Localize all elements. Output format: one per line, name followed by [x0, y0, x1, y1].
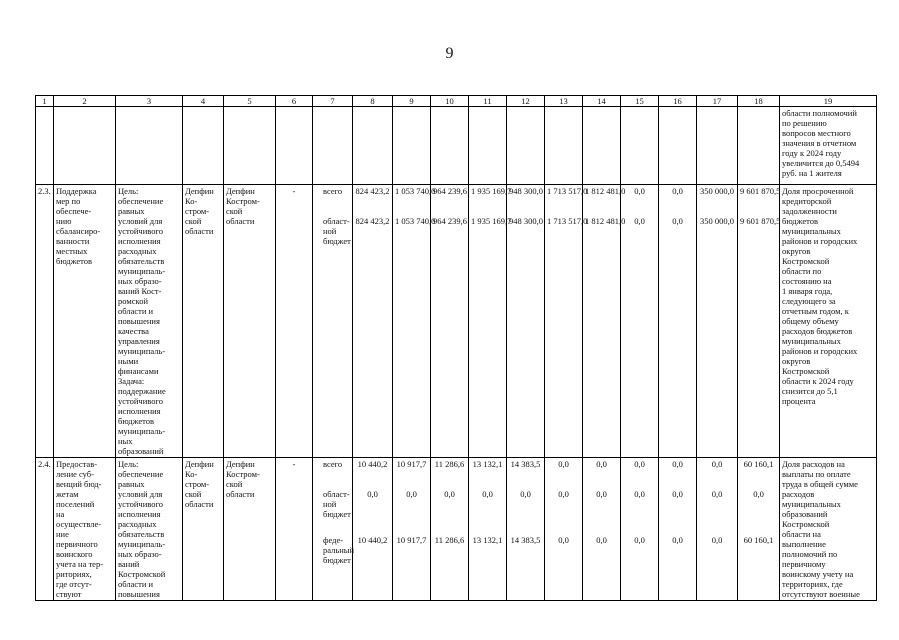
text-line: муниципаль-	[118, 539, 166, 549]
funding-value-col-16	[659, 458, 697, 601]
funding-value: 0,0	[634, 489, 645, 499]
text-line: венций бюд-	[56, 479, 102, 489]
continuation-row	[36, 107, 877, 185]
header-row	[36, 96, 877, 107]
executor	[183, 185, 224, 458]
text-line: выполнение	[782, 539, 826, 549]
text-line: феде-	[323, 535, 344, 545]
target-indicator	[780, 458, 877, 601]
text-line: обязательств	[118, 529, 165, 539]
text-line: области к 2024 году	[782, 376, 854, 386]
text-line: отчетным годом, к	[782, 306, 849, 316]
text-line: ствуют	[56, 589, 82, 599]
text-line: первичного	[56, 539, 98, 549]
text-line: бюджет	[323, 236, 351, 246]
funding-value: 0,0	[711, 459, 723, 469]
funding-value: 0,0	[482, 489, 493, 499]
column-number-2: 2	[54, 96, 116, 107]
target-indicator	[780, 185, 877, 458]
row-id: 2.4.	[36, 458, 54, 601]
funding-value: 0,0	[634, 216, 645, 226]
text-line: ской	[185, 216, 202, 226]
text-line: условий для	[118, 489, 163, 499]
column-number-18: 18	[738, 96, 780, 107]
text-line: обеспечение	[118, 196, 164, 206]
text-line: где отсут-	[56, 579, 92, 589]
text-line: ской	[185, 489, 202, 499]
text-line: общему объему	[782, 316, 839, 326]
text-line: Доля расходов на	[782, 459, 845, 469]
funding-value: 350 000,0	[700, 216, 734, 226]
funding-value-col-14	[583, 185, 626, 458]
text-line: Депфин	[226, 459, 255, 469]
funding-value: 10 917,7	[396, 535, 427, 545]
text-line: обеспече-	[56, 206, 92, 216]
text-line: выплаты по оплате	[782, 469, 851, 479]
text-line: поселений	[56, 499, 95, 509]
funding-value: 824 423,2	[355, 186, 390, 196]
text-line: отсутствуют военные	[782, 589, 860, 599]
funding-value-col-10	[431, 185, 469, 458]
text-line: жетам	[56, 489, 79, 499]
funding-value: 10 917,7	[396, 459, 427, 469]
dash-cell: -	[276, 458, 313, 601]
text-line: по решению	[782, 118, 827, 128]
funding-value-col-12	[507, 458, 545, 601]
funding-value-col-9	[393, 458, 431, 601]
text-line: области	[226, 216, 255, 226]
text-line: Задача:	[118, 376, 145, 386]
funding-source-block	[323, 216, 350, 262]
dash-cell: -	[276, 185, 313, 458]
text-line: Костромской	[782, 256, 830, 266]
text-line: образований	[118, 446, 164, 456]
text-line: муниципаль-	[118, 266, 166, 276]
text-line: мер по	[56, 196, 81, 206]
text-line: ральный	[323, 545, 355, 555]
text-line: кредиторской	[782, 196, 832, 206]
column-number-1: 1	[36, 96, 54, 107]
column-number-9: 9	[393, 96, 431, 107]
column-number-11: 11	[469, 96, 507, 107]
text-line: Костромской	[118, 569, 166, 579]
text-line: на	[56, 509, 65, 519]
text-line: Костромской	[782, 366, 830, 376]
funding-value-col-8	[353, 458, 393, 601]
column-number-13: 13	[545, 96, 583, 107]
text-line: году к 2024 году	[782, 148, 842, 158]
text-line: области	[185, 499, 214, 509]
text-line: обязательств	[118, 256, 165, 266]
funding-value: 9 601 870,5	[740, 216, 781, 226]
text-line: Депфин	[185, 186, 214, 196]
text-line: исполнения	[118, 509, 161, 519]
column-number-7: 7	[313, 96, 353, 107]
funding-value: 1 053 740,0	[395, 186, 436, 196]
text-line: образований	[782, 509, 828, 519]
funding-value-col-15	[621, 458, 659, 601]
text-line: финансами	[118, 366, 159, 376]
text-line: учета на тер-	[56, 559, 104, 569]
funding-value: 0,0	[711, 489, 723, 499]
column-number-8: 8	[353, 96, 393, 107]
participant	[224, 185, 276, 458]
measure-name	[54, 458, 116, 601]
column-number-3: 3	[116, 96, 183, 107]
funding-value: 0,0	[558, 535, 569, 545]
column-number-19: 19	[780, 96, 877, 107]
text-line: Депфин	[226, 186, 255, 196]
text-line: муниципальных	[782, 499, 841, 509]
funding-value: 1 713 517,0	[547, 216, 588, 226]
column-number-14: 14	[583, 96, 621, 107]
funding-source-block	[323, 489, 350, 535]
funding-value: 1 053 740,0	[395, 216, 436, 226]
funding-value: 0,0	[596, 459, 607, 469]
text-line: руб. на 1 жителя	[782, 168, 842, 178]
funding-value: 1 812 481,0	[585, 186, 626, 196]
text-line: расходных	[118, 519, 157, 529]
funding-value: 10 440,2	[357, 535, 388, 545]
text-line: воинского	[56, 549, 93, 559]
text-line: округов	[782, 246, 811, 256]
funding-value: 0,0	[558, 489, 569, 499]
text-line: ных	[118, 436, 133, 446]
text-line: первичному	[782, 559, 826, 569]
funding-source-block	[323, 459, 350, 489]
funding-value: 14 383,5	[510, 459, 541, 469]
text-line: полномочий по	[782, 549, 838, 559]
text-line: устойчивого	[118, 226, 163, 236]
text-line: муниципальных	[782, 336, 841, 346]
text-line: районов и городских	[782, 346, 858, 356]
measure-name	[54, 185, 116, 458]
text-line: ных образо-	[118, 276, 162, 286]
text-line: области	[185, 226, 214, 236]
text-line: расходов	[782, 489, 815, 499]
funding-value-col-9	[393, 185, 436, 458]
column-number-10: 10	[431, 96, 469, 107]
text-line: районов и городских	[782, 236, 858, 246]
funding-value: 0,0	[444, 489, 455, 499]
text-line: Костром-	[226, 196, 260, 206]
column-number-4: 4	[183, 96, 224, 107]
text-line: муниципальных	[782, 226, 841, 236]
text-line: ваний	[118, 559, 140, 569]
funding-value: 0,0	[672, 459, 683, 469]
page-number: 9	[445, 45, 454, 62]
funding-value: 824 423,2	[355, 216, 390, 226]
text-line: снизится до 5,1	[782, 386, 838, 396]
text-line: муниципаль-	[118, 346, 166, 356]
funding-value: 0,0	[634, 186, 645, 196]
funding-source-block	[323, 186, 350, 216]
text-line: муниципаль-	[118, 426, 166, 436]
text-line: ромской	[118, 296, 148, 306]
text-line: област-	[323, 216, 350, 226]
text-line: Поддержка	[56, 186, 97, 196]
text-line: исполнения	[118, 406, 161, 416]
funding-value: 1 935 169,7	[471, 186, 512, 196]
text-line: равных	[118, 206, 145, 216]
text-line: Цель:	[118, 459, 139, 469]
text-line: бюджетов	[782, 216, 818, 226]
funding-value: 0,0	[711, 535, 723, 545]
text-line: устойчивого	[118, 396, 163, 406]
funding-value: 964 239,6	[433, 186, 467, 196]
text-line: состоянию на	[782, 276, 832, 286]
funding-value-col-18	[738, 458, 780, 601]
column-number-6: 6	[276, 96, 313, 107]
funding-value: 0,0	[634, 459, 645, 469]
funding-value: 0,0	[753, 489, 764, 499]
text-line: ной	[323, 499, 337, 509]
funding-value-col-17	[697, 458, 738, 601]
funding-value: 14 383,5	[510, 535, 541, 545]
text-line: ванности	[56, 236, 90, 246]
text-line: бюджетов	[118, 416, 154, 426]
text-line: условий для	[118, 216, 163, 226]
funding-value-col-12	[507, 185, 545, 458]
row-id: 2.3.	[36, 185, 54, 458]
funding-value: 60 160,1	[743, 535, 774, 545]
text-line: труда в общей сумме	[782, 479, 858, 489]
column-number-16: 16	[659, 96, 697, 107]
funding-value-col-18	[738, 185, 780, 458]
participant	[224, 458, 276, 601]
text-line: области на	[782, 529, 821, 539]
funding-value: 11 286,6	[434, 459, 465, 469]
text-line: качества	[118, 326, 149, 336]
funding-value-col-13	[545, 458, 583, 601]
funding-value: 0,0	[596, 489, 607, 499]
text-line: бюджет	[323, 555, 351, 565]
text-line: обеспечение	[118, 469, 164, 479]
funding-value-col-15	[621, 185, 659, 458]
text-line: бюджет	[323, 509, 351, 519]
text-line: повышения	[118, 316, 160, 326]
funding-value: 13 132,1	[472, 535, 503, 545]
executor	[183, 458, 224, 601]
funding-value: 964 239,6	[433, 216, 467, 226]
funding-value-col-14	[583, 458, 621, 601]
text-line: ных образо-	[118, 549, 162, 559]
text-line: Костромской	[782, 519, 830, 529]
column-number-17: 17	[697, 96, 738, 107]
text-line: повышения	[118, 589, 160, 599]
funding-value: 350 000,0	[700, 186, 734, 196]
table-row	[36, 185, 877, 458]
text-line: области и	[118, 306, 154, 316]
funding-value: 0,0	[367, 489, 378, 499]
funding-value: 11 286,6	[434, 535, 465, 545]
column-number-12: 12	[507, 96, 545, 107]
funding-value: 1 713 517,0	[547, 186, 588, 196]
text-line: стром-	[185, 479, 210, 489]
indicator-continuation	[780, 107, 877, 185]
funding-value-col-11	[469, 458, 507, 601]
text-line: ными	[118, 356, 139, 366]
text-line: Депфин	[185, 459, 214, 469]
text-line: ской	[226, 206, 243, 216]
text-line: области и	[118, 579, 154, 589]
text-line: поддержание	[118, 386, 166, 396]
funding-value: 60 160,1	[743, 459, 774, 469]
text-line: област-	[323, 489, 350, 499]
text-line: воинскому учету на	[782, 569, 854, 579]
text-line: стром-	[185, 206, 210, 216]
text-line: устойчивого	[118, 499, 163, 509]
funding-value-col-10	[431, 458, 469, 601]
text-line: расходных	[118, 246, 157, 256]
funding-value-col-17	[697, 185, 738, 458]
text-line: задолженности	[782, 206, 837, 216]
text-line: риториях,	[56, 569, 92, 579]
funding-value: 9 601 870,5	[740, 186, 781, 196]
measure-goal	[116, 185, 183, 458]
column-number-5: 5	[224, 96, 276, 107]
text-line: расходов бюджетов	[782, 326, 853, 336]
funding-value: 948 300,0	[509, 186, 543, 196]
funding-value-col-8	[353, 185, 393, 458]
text-line: следующего за	[782, 296, 836, 306]
text-line: ние	[56, 529, 69, 539]
text-line: исполнения	[118, 236, 161, 246]
funding-value: 0,0	[596, 535, 607, 545]
text-line: равных	[118, 479, 145, 489]
text-line: области по	[782, 266, 822, 276]
text-line: 1 января года,	[782, 286, 833, 296]
text-line: значения в отчетном	[782, 138, 857, 148]
text-line: Костром-	[226, 469, 260, 479]
funding-value: 0,0	[406, 489, 417, 499]
text-line: бюджетов	[56, 256, 92, 266]
funding-value-col-11	[469, 185, 512, 458]
funding-value: 1 935 169,7	[471, 216, 512, 226]
funding-value: 0,0	[634, 535, 645, 545]
text-line: всего	[323, 459, 343, 469]
text-line: нию	[56, 216, 72, 226]
column-number-15: 15	[621, 96, 659, 107]
text-line: Доля просроченной	[782, 186, 854, 196]
text-line: области полномочий	[782, 108, 857, 118]
funding-source	[313, 458, 353, 601]
text-line: процента	[782, 396, 816, 406]
funding-value: 1 812 481,0	[585, 216, 626, 226]
text-line: территориях, где	[782, 579, 843, 589]
text-line: вопросов местного	[782, 128, 851, 138]
text-line: Предостав-	[56, 459, 98, 469]
funding-value-col-16	[659, 185, 697, 458]
text-line: осуществле-	[56, 519, 102, 529]
text-line: управления	[118, 336, 160, 346]
funding-value: 0,0	[672, 216, 683, 226]
measure-goal	[116, 458, 183, 601]
text-line: сбалансиро-	[56, 226, 101, 236]
text-line: округов	[782, 356, 811, 366]
text-line: Ко-	[185, 469, 198, 479]
text-line: увеличится до 0,5494	[782, 158, 860, 168]
funding-value: 0,0	[558, 459, 569, 469]
program-table	[35, 95, 877, 601]
funding-source	[313, 185, 353, 458]
funding-value: 0,0	[672, 535, 683, 545]
table-row	[36, 458, 877, 601]
text-line: области	[226, 489, 255, 499]
text-line: Цель:	[118, 186, 139, 196]
funding-value: 0,0	[520, 489, 531, 499]
funding-source-block	[323, 535, 355, 581]
funding-value: 10 440,2	[357, 459, 388, 469]
text-line: Ко-	[185, 196, 198, 206]
funding-value: 13 132,1	[472, 459, 503, 469]
text-line: ной	[323, 226, 337, 236]
funding-value-col-13	[545, 185, 588, 458]
text-line: ваний Кост-	[118, 286, 162, 296]
text-line: ской	[226, 479, 243, 489]
text-line: ление суб-	[56, 469, 94, 479]
text-line: всего	[323, 186, 343, 196]
funding-value: 0,0	[672, 186, 683, 196]
text-line: местных	[56, 246, 88, 256]
funding-value: 0,0	[672, 489, 683, 499]
funding-value: 948 300,0	[509, 216, 543, 226]
